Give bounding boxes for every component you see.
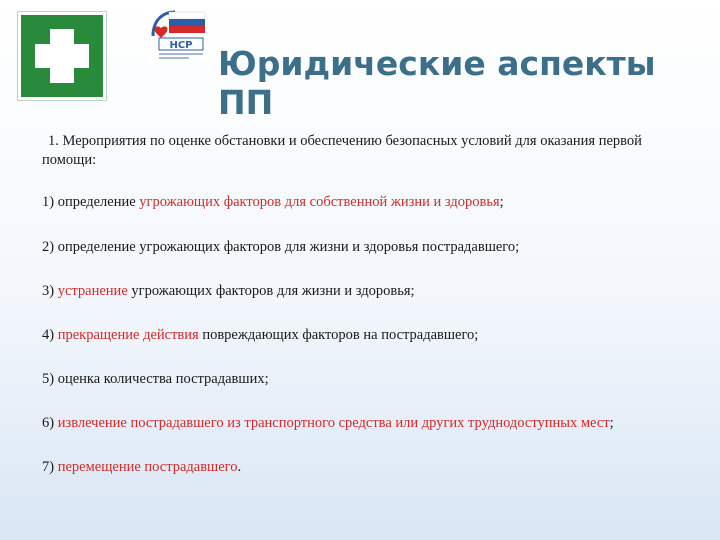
item-text: 6): [42, 415, 58, 431]
nsr-logo: [147, 8, 209, 62]
title-line-1: Юридические аспекты: [218, 44, 656, 83]
item-highlight: прекращение действия: [57, 327, 199, 343]
item-text: 2) определение угрожающих факторов для жизни и здоровья пострадавшего;: [42, 239, 520, 255]
item-suffix: ;: [609, 415, 614, 431]
list-item: [42, 415, 614, 432]
first-aid-icon: [18, 12, 106, 100]
item-text: 7): [42, 459, 58, 475]
page-title: [218, 44, 708, 122]
intro-paragraph: 1. Мероприятия по оценке обстановки и обеспечению безопасных условий для оказания первой помощи:: [42, 133, 642, 168]
item-suffix: .: [237, 459, 242, 475]
item-text: 3): [42, 283, 58, 299]
item-highlight: устранение: [57, 283, 128, 299]
item-text: 4): [42, 327, 58, 343]
item-highlight: перемещение пострадавшего: [57, 459, 238, 475]
list-item: [42, 327, 478, 344]
list-item: [42, 459, 241, 476]
list-item: [42, 239, 519, 256]
list-item: [42, 194, 504, 211]
item-suffix: ;: [499, 194, 504, 210]
item-suffix: угрожающих факторов для жизни и здоровья;: [127, 283, 415, 299]
list-item: [42, 283, 415, 300]
item-highlight: извлечение пострадавшего из транспортного средства или других труднодоступных мест: [57, 415, 610, 431]
item-text: 1) определение: [42, 194, 140, 210]
list-item: [42, 371, 269, 388]
item-suffix: повреждающих факторов на пострадавшего;: [198, 327, 479, 343]
logo-text: НСР: [169, 40, 193, 51]
title-line-2: ПП: [218, 83, 274, 122]
content-body: [42, 132, 682, 475]
item-text: 5) оценка количества пострадавших;: [42, 371, 269, 387]
item-highlight: угрожающих факторов для собственной жизни и здоровья: [139, 194, 500, 210]
